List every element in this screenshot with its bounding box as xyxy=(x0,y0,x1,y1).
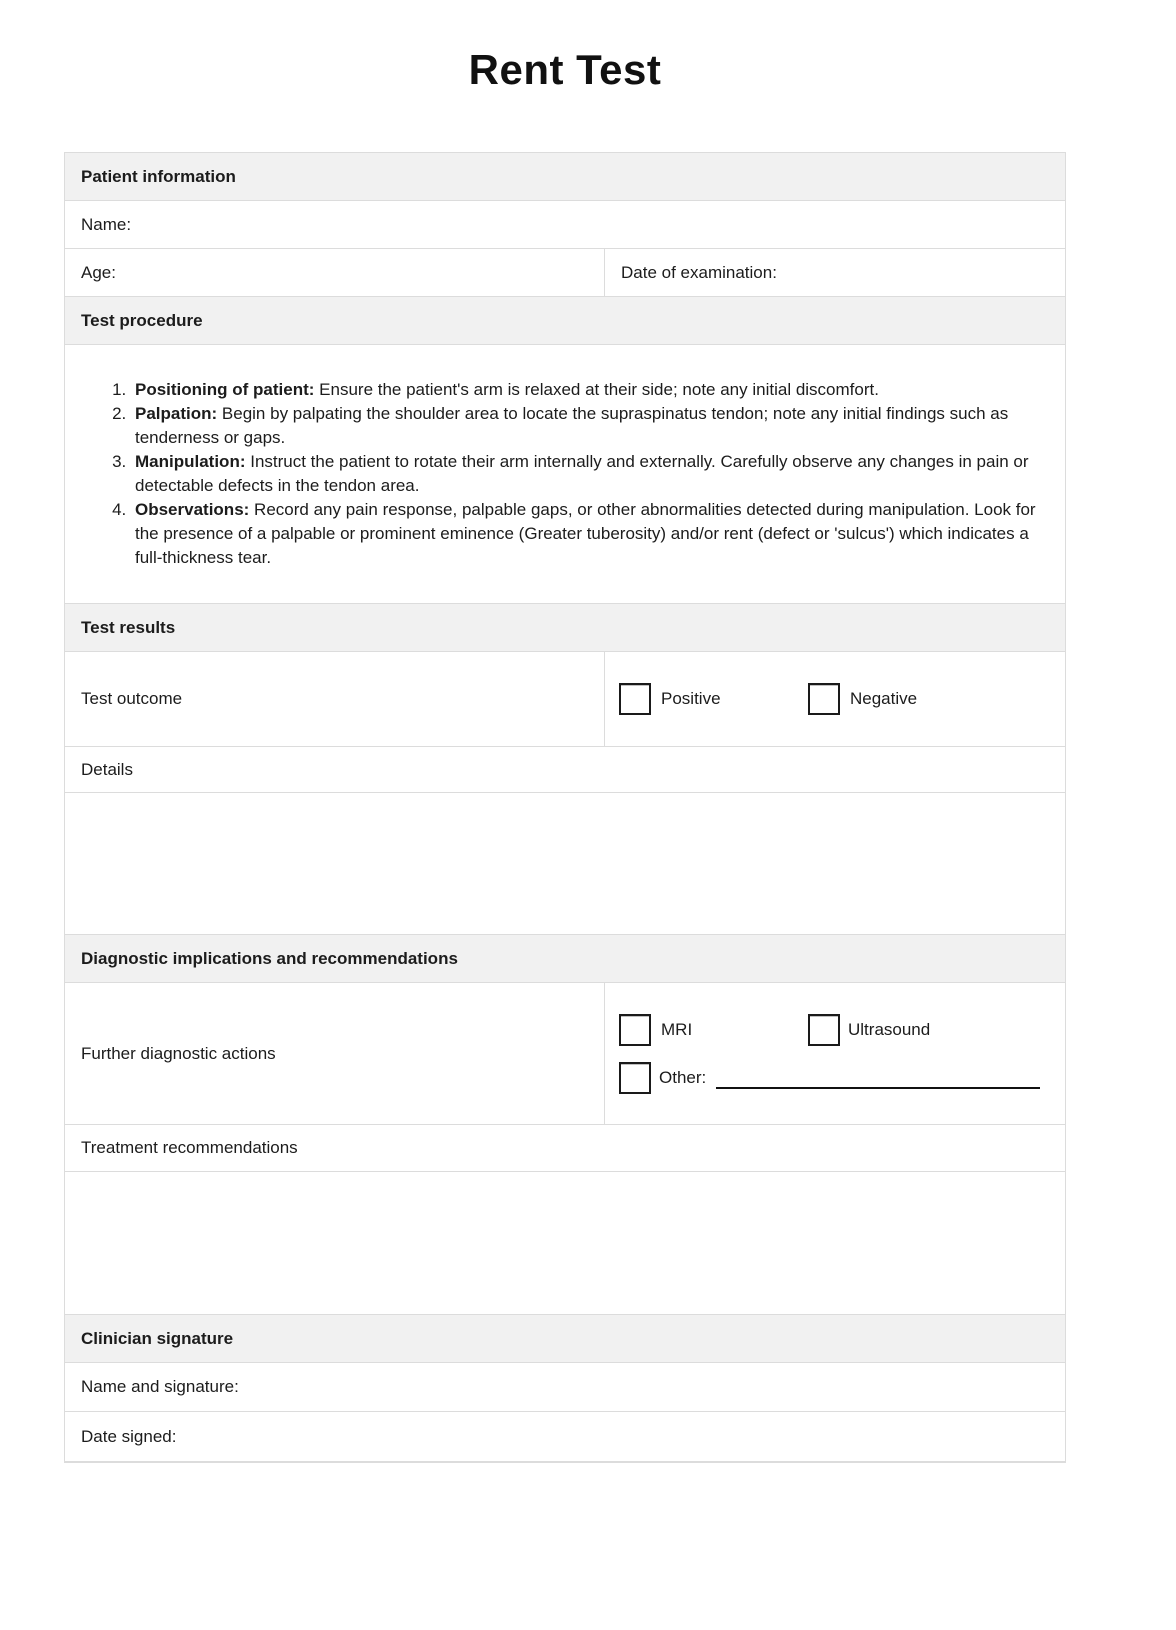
section-header-label: Patient information xyxy=(81,166,236,186)
negative-label: Negative xyxy=(850,689,918,708)
further-diagnostic-actions-row xyxy=(65,983,1065,1125)
ultrasound-option[interactable] xyxy=(808,1014,930,1046)
positive-label: Positive xyxy=(661,689,721,708)
procedure-step-label: Palpation: xyxy=(135,404,218,423)
procedure-step-text: Ensure the patient's arm is relaxed at their side; note any initial discomfort. xyxy=(319,380,879,399)
positive-checkbox[interactable] xyxy=(619,683,651,715)
section-header-diagnostic-implications xyxy=(65,935,1065,983)
procedure-step xyxy=(131,402,1045,450)
details-label: Details xyxy=(81,759,133,779)
negative-checkbox[interactable] xyxy=(808,683,840,715)
test-outcome-label: Test outcome xyxy=(81,689,183,708)
other-fill-line[interactable] xyxy=(716,1067,1040,1089)
test-outcome-label-cell xyxy=(65,652,605,746)
other-checkbox[interactable] xyxy=(619,1062,651,1094)
name-signature-label: Name and signature: xyxy=(81,1377,239,1396)
age-field-cell[interactable] xyxy=(65,249,605,296)
further-diagnostic-actions-label-cell xyxy=(65,983,605,1124)
procedure-step xyxy=(131,498,1045,570)
section-header-test-results xyxy=(65,604,1065,652)
date-signed-field-row[interactable] xyxy=(65,1412,1065,1462)
procedure-steps-list xyxy=(81,378,1045,570)
details-input-area[interactable] xyxy=(65,793,1065,935)
ultrasound-label: Ultrasound xyxy=(848,1019,931,1039)
section-header-test-procedure xyxy=(65,297,1065,345)
procedure-step-text: Record any pain response, palpable gaps, or other abnormalities detected during manipulation. Look for the presence of a palpable or prominent eminence (Greater tuberosity) and/or rent (defect or 'sulcus') which indicates a full-thickness tear. xyxy=(135,500,1036,567)
name-label: Name: xyxy=(81,214,132,234)
diagnostic-options-cell xyxy=(605,983,1065,1124)
page-title: Rent Test xyxy=(468,46,662,93)
name-field-row[interactable] xyxy=(65,201,1065,249)
procedure-step-text: Instruct the patient to rotate their arm internally and externally. Carefully observe any changes in pain or detectable defects in the tendon area. xyxy=(135,452,1029,495)
date-signed-label: Date signed: xyxy=(81,1426,177,1446)
procedure-step-label: Manipulation: xyxy=(135,452,246,471)
form-table xyxy=(64,152,1066,1463)
section-header-label: Clinician signature xyxy=(81,1328,234,1348)
procedure-step xyxy=(131,378,1045,402)
procedure-step-label: Positioning of patient: xyxy=(135,380,315,399)
section-header-patient-information xyxy=(65,153,1065,201)
section-header-label: Test procedure xyxy=(81,310,203,330)
other-option[interactable] xyxy=(619,1062,1065,1094)
age-date-row xyxy=(65,249,1065,297)
name-signature-field-row[interactable] xyxy=(65,1363,1065,1412)
procedure-step-text: Begin by palpating the shoulder area to locate the supraspinatus tendon; note any initial findings such as tenderness or gaps. xyxy=(135,404,1009,447)
age-label: Age: xyxy=(81,262,116,282)
mri-checkbox[interactable] xyxy=(619,1014,651,1046)
positive-option[interactable] xyxy=(619,683,808,715)
treatment-input-area[interactable] xyxy=(65,1172,1065,1315)
treatment-recommendations-label-row xyxy=(65,1125,1065,1172)
other-option-row xyxy=(619,1062,1065,1094)
section-header-label: Diagnostic implications and recommendations xyxy=(81,948,458,968)
negative-option[interactable] xyxy=(808,683,917,715)
imaging-options-row xyxy=(619,1014,1065,1046)
section-header-clinician-signature xyxy=(65,1315,1065,1363)
procedure-step-label: Observations: xyxy=(135,500,250,519)
outcome-checkbox-group xyxy=(619,683,917,715)
mri-label: MRI xyxy=(661,1019,693,1039)
mri-option[interactable] xyxy=(619,1014,808,1046)
procedure-steps-cell xyxy=(65,345,1065,604)
further-diagnostic-actions-label: Further diagnostic actions xyxy=(81,1043,276,1063)
test-outcome-options-cell xyxy=(605,652,1065,746)
examination-date-label: Date of examination: xyxy=(621,262,777,282)
other-label: Other: xyxy=(659,1067,707,1087)
section-header-label: Test results xyxy=(81,617,176,637)
treatment-recommendations-label: Treatment recommendations xyxy=(81,1138,298,1157)
details-label-row xyxy=(65,747,1065,793)
procedure-step xyxy=(131,450,1045,498)
ultrasound-checkbox[interactable] xyxy=(808,1014,840,1046)
examination-date-field-cell[interactable] xyxy=(605,249,1065,296)
test-outcome-row xyxy=(65,652,1065,747)
